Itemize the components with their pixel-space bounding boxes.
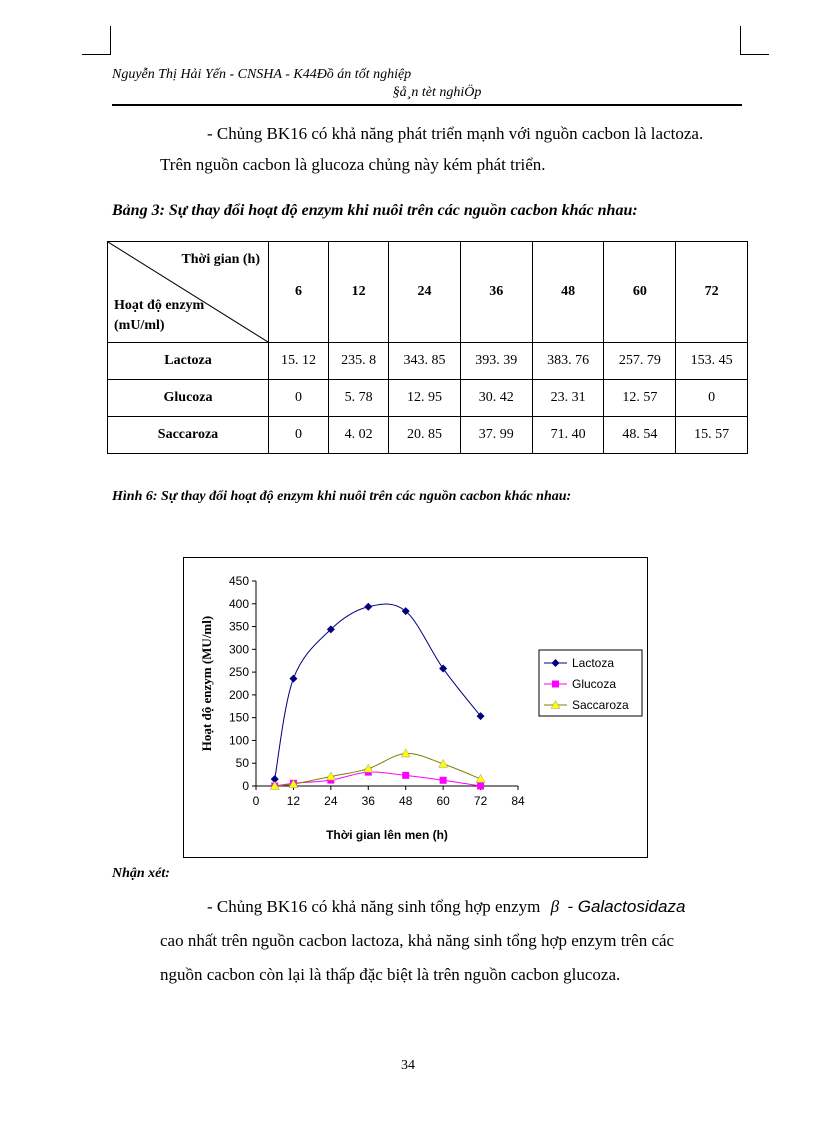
table-cell: 153. 45 <box>676 343 748 380</box>
series-line-glucoza <box>275 772 481 786</box>
enzyme-name: - Galactosidaza <box>567 897 686 916</box>
table-cell: 0 <box>269 417 329 454</box>
data-point-saccaroza <box>401 749 410 757</box>
y-tick-label: 450 <box>228 574 249 588</box>
x-tick-label: 12 <box>286 794 301 808</box>
row-label: Lactoza <box>108 343 269 380</box>
column-header: 12 <box>329 242 389 343</box>
table-row-lactoza <box>108 343 748 380</box>
y-tick-label: 300 <box>228 642 249 657</box>
table-cell: 48. 54 <box>604 417 676 454</box>
table-corner-cell <box>108 242 269 343</box>
chart-canvas <box>184 558 647 857</box>
y-tick-label: 150 <box>228 710 249 725</box>
column-header: 48 <box>532 242 604 343</box>
remarks-title: Nhận xét: <box>112 866 170 881</box>
data-point-glucoza <box>477 783 484 790</box>
data-point-lactoza <box>289 675 297 683</box>
beta-symbol: β <box>550 897 560 916</box>
x-tick-label: 36 <box>361 794 375 808</box>
table-3-caption: Bảng 3: Sự thay đổi hoạt độ enzym khi nuôi trên các nguồn cacbon khác nhau: <box>112 202 638 219</box>
column-header: 60 <box>604 242 676 343</box>
enzyme-activity-table <box>107 241 748 454</box>
column-header: 6 <box>269 242 329 343</box>
x-axis-title: Thời gian lên men (h) <box>326 828 448 842</box>
table-cell: 235. 8 <box>329 343 389 380</box>
remarks-line-3: nguồn cacbon còn lại là thấp đặc biệt là trên nguồn cacbon glucoza. <box>160 965 621 984</box>
table-cell: 343. 85 <box>389 343 461 380</box>
table-cell: 5. 78 <box>329 380 389 417</box>
table-cell: 0 <box>269 380 329 417</box>
y-tick-label: 350 <box>228 619 249 634</box>
y-tick-label: 250 <box>228 665 249 680</box>
remarks-line-2: cao nhất trên nguồn cacbon lactoza, khả năng sinh tổng hợp enzym trên các <box>160 931 675 950</box>
legend-label-lactoza: Lactoza <box>572 656 615 670</box>
corner-activity-label <box>114 296 204 336</box>
crop-mark-top-right <box>740 26 769 55</box>
row-label: Saccaroza <box>108 417 269 454</box>
data-point-lactoza <box>364 603 372 611</box>
data-point-glucoza <box>402 772 409 779</box>
header-author-line: Nguyễn Thị Hải Yến - CNSHA - K44Đồ án tốt nghiệp <box>112 67 412 82</box>
table-row-saccaroza <box>108 417 748 454</box>
table-header-row <box>108 242 748 343</box>
table-cell: 12. 57 <box>604 380 676 417</box>
table-cell: 20. 85 <box>389 417 461 454</box>
running-header <box>112 64 742 106</box>
column-header: 24 <box>389 242 461 343</box>
legend-label-glucoza: Glucoza <box>572 677 617 691</box>
series-line-lactoza <box>275 604 481 779</box>
intro-line-2: Trên nguồn cacbon là glucoza chủng này kém phát triển. <box>160 155 546 174</box>
x-tick-label: 72 <box>473 794 488 808</box>
table-cell: 12. 95 <box>389 380 461 417</box>
table-cell: 393. 39 <box>460 343 532 380</box>
data-point-glucoza <box>440 777 447 784</box>
legend-label-saccaroza: Saccaroza <box>572 698 629 712</box>
corner-time-label: Thời gian (h) <box>181 252 260 267</box>
y-tick-label: 400 <box>228 596 249 611</box>
table-cell: 37. 99 <box>460 417 532 454</box>
figure-6-caption: Hình 6: Sự thay đổi hoạt độ enzym khi nuôi trên các nguồn cacbon khác nhau: <box>112 489 572 504</box>
table-row-glucoza <box>108 380 748 417</box>
x-tick-label: 84 <box>511 794 525 808</box>
data-point-saccaroza <box>364 764 373 772</box>
table-cell: 383. 76 <box>532 343 604 380</box>
x-tick-label: 0 <box>252 794 260 808</box>
table-cell: 71. 40 <box>532 417 604 454</box>
legend-marker-glucoza <box>552 681 559 688</box>
table-cell: 23. 31 <box>532 380 604 417</box>
column-header: 72 <box>676 242 748 343</box>
table-cell: 257. 79 <box>604 343 676 380</box>
data-point-saccaroza <box>476 774 485 782</box>
table-cell: 15. 57 <box>676 417 748 454</box>
y-tick-label: 0 <box>242 779 249 793</box>
y-axis-title: Hoạt độ enzym (MU/ml) <box>199 615 214 752</box>
table-cell: 15. 12 <box>269 343 329 380</box>
remarks-line-1 <box>207 897 685 917</box>
intro-line-1: - Chủng BK16 có khả năng phát triển mạnh với nguồn cacbon là lactoza. <box>207 124 704 143</box>
page-number: 34 <box>401 1058 415 1073</box>
y-tick-label: 100 <box>228 733 249 748</box>
x-tick-label: 60 <box>436 794 450 808</box>
y-tick-label: 50 <box>235 756 249 771</box>
data-point-lactoza <box>439 665 447 673</box>
corner-activity-label-2: (mU/ml) <box>114 318 165 333</box>
remarks-line-1-text: - Chủng BK16 có khả năng sinh tổng hợp enzym <box>207 897 541 916</box>
x-tick-label: 48 <box>399 794 413 808</box>
table-cell: 0 <box>676 380 748 417</box>
enzyme-activity-chart <box>183 557 648 858</box>
corner-activity-label-1: Hoạt độ enzym <box>114 298 205 313</box>
x-tick-label: 24 <box>324 794 338 808</box>
data-point-saccaroza <box>439 759 448 767</box>
table-cell: 30. 42 <box>460 380 532 417</box>
column-header: 36 <box>460 242 532 343</box>
crop-mark-top-left <box>82 26 111 55</box>
y-tick-label: 200 <box>228 687 249 702</box>
table-cell: 4. 02 <box>329 417 389 454</box>
header-title-line: §å¸n tèt nghiÖp <box>392 85 482 100</box>
row-label: Glucoza <box>108 380 269 417</box>
